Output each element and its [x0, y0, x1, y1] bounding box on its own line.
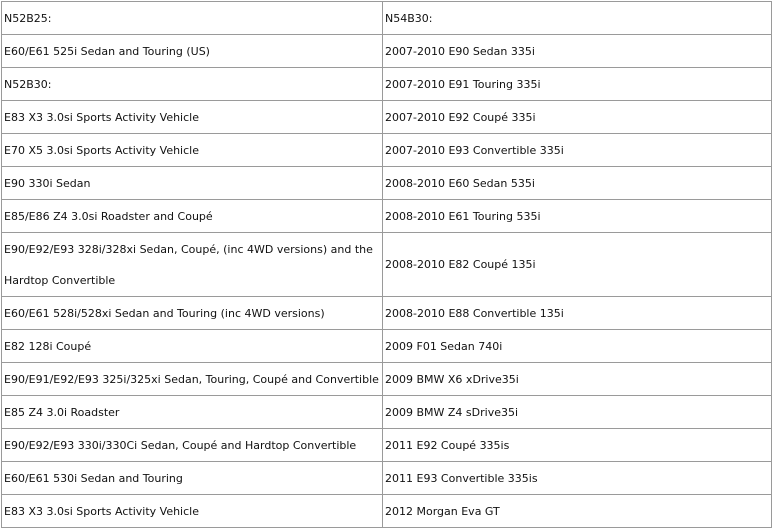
- left-cell: E90/E91/E92/E93 325i/325xi Sedan, Touring, Coupé and Convertible: [2, 363, 383, 396]
- table-row: [2, 35, 772, 68]
- left-cell: E90/E92/E93 330i/330Ci Sedan, Coupé and Hardtop Convertible: [2, 429, 383, 462]
- left-cell: E60/E61 525i Sedan and Touring (US): [2, 35, 383, 68]
- table-row: [2, 200, 772, 233]
- left-cell: E83 X3 3.0si Sports Activity Vehicle: [2, 495, 383, 528]
- left-cell: E82 128i Coupé: [2, 330, 383, 363]
- right-cell: 2011 E93 Convertible 335is: [383, 462, 772, 495]
- table-row: [2, 495, 772, 528]
- table-row: [2, 233, 772, 297]
- right-cell: 2008-2010 E60 Sedan 535i: [383, 167, 772, 200]
- table-row: [2, 134, 772, 167]
- left-cell: N52B30:: [2, 68, 383, 101]
- right-cell: 2009 BMW Z4 sDrive35i: [383, 396, 772, 429]
- left-cell: E83 X3 3.0si Sports Activity Vehicle: [2, 101, 383, 134]
- table-row: [2, 297, 772, 330]
- right-cell: 2007-2010 E92 Coupé 335i: [383, 101, 772, 134]
- right-cell: 2008-2010 E82 Coupé 135i: [383, 233, 772, 297]
- right-cell: 2009 F01 Sedan 740i: [383, 330, 772, 363]
- right-cell: 2009 BMW X6 xDrive35i: [383, 363, 772, 396]
- table-row: [2, 363, 772, 396]
- right-cell: 2011 E92 Coupé 335is: [383, 429, 772, 462]
- left-cell: E85 Z4 3.0i Roadster: [2, 396, 383, 429]
- right-cell: 2007-2010 E93 Convertible 335i: [383, 134, 772, 167]
- table-row: [2, 167, 772, 200]
- left-cell: E60/E61 530i Sedan and Touring: [2, 462, 383, 495]
- table-row: [2, 396, 772, 429]
- table-row: [2, 101, 772, 134]
- table-row: [2, 330, 772, 363]
- left-cell: N52B25:: [2, 2, 383, 35]
- table-row: [2, 429, 772, 462]
- right-cell: 2008-2010 E88 Convertible 135i: [383, 297, 772, 330]
- left-cell: E90/E92/E93 328i/328xi Sedan, Coupé, (inc 4WD versions) and the Hardtop Convertible: [2, 233, 383, 297]
- left-cell: E85/E86 Z4 3.0si Roadster and Coupé: [2, 200, 383, 233]
- right-cell: 2007-2010 E91 Touring 335i: [383, 68, 772, 101]
- table-row: [2, 462, 772, 495]
- table-row: [2, 2, 772, 35]
- right-cell: N54B30:: [383, 2, 772, 35]
- right-cell: 2007-2010 E90 Sedan 335i: [383, 35, 772, 68]
- right-cell: 2008-2010 E61 Touring 535i: [383, 200, 772, 233]
- right-cell: 2012 Morgan Eva GT: [383, 495, 772, 528]
- left-cell: E60/E61 528i/528xi Sedan and Touring (inc 4WD versions): [2, 297, 383, 330]
- left-cell: E70 X5 3.0si Sports Activity Vehicle: [2, 134, 383, 167]
- table-row: [2, 68, 772, 101]
- engine-compatibility-table: [1, 1, 772, 528]
- left-cell: E90 330i Sedan: [2, 167, 383, 200]
